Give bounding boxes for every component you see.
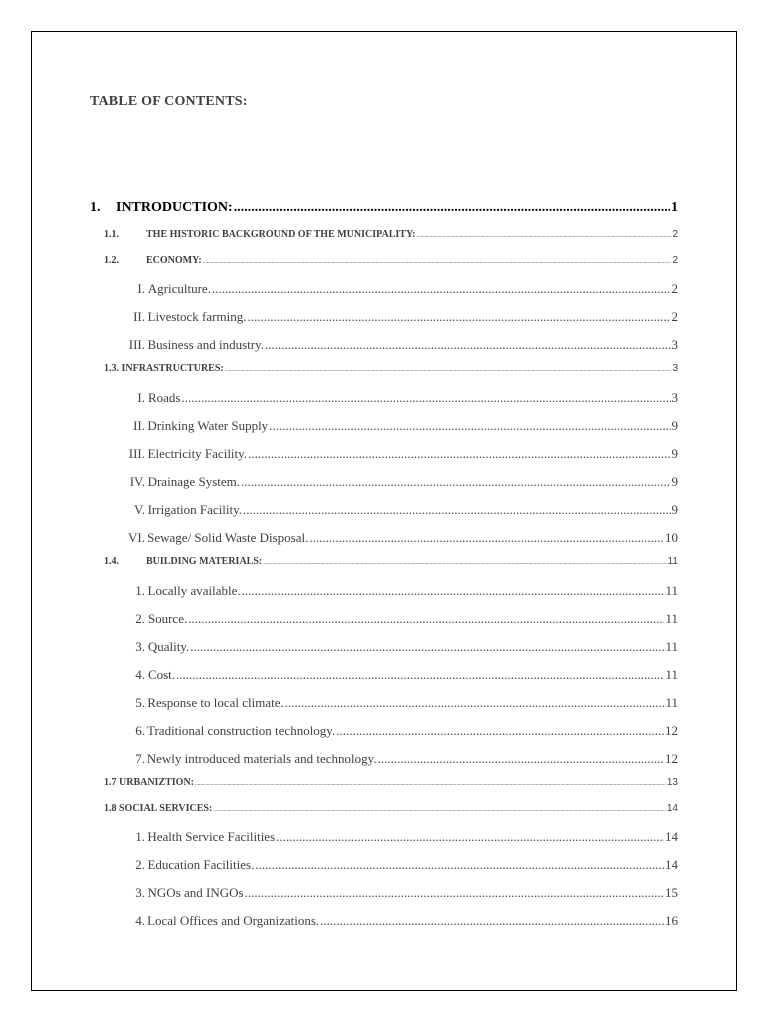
- toc-entry-page: 2: [672, 229, 678, 240]
- toc-heading: TABLE OF CONTENTS:: [90, 94, 248, 109]
- toc-entry[interactable]: [104, 255, 678, 266]
- toc-entry-number: 3.: [135, 639, 145, 654]
- toc-entry-number: 2.: [135, 857, 145, 872]
- dot-leader: [417, 233, 672, 239]
- toc-entry-page: 14: [665, 857, 678, 872]
- dot-leader: [263, 560, 666, 566]
- toc-entry-page: 11: [665, 611, 678, 626]
- toc-entry-number: III.: [128, 337, 145, 352]
- toc-entry[interactable]: [108, 667, 678, 683]
- toc-entry-title: Quality.: [147, 639, 190, 654]
- toc-entry-page: 9: [671, 418, 678, 433]
- toc-entry-page: 16: [665, 913, 678, 928]
- toc-entry-title: Sewage/ Solid Waste Disposal.: [147, 530, 309, 545]
- toc-entry-title: Business and industry.: [147, 337, 264, 352]
- toc-entry-page: 3: [671, 337, 678, 352]
- toc-entry-title: Livestock farming.: [147, 309, 247, 324]
- toc-entry-page: 3: [671, 390, 678, 405]
- toc-entry-page: 2: [672, 255, 678, 266]
- toc-entry-title: INTRODUCTION:: [116, 200, 233, 215]
- toc-entry[interactable]: [104, 363, 678, 374]
- toc-entry[interactable]: [108, 913, 678, 929]
- dot-leader: [234, 200, 670, 216]
- toc-entry-title: Education Facilities.: [147, 857, 255, 872]
- toc-entry-page: 11: [665, 695, 678, 710]
- toc-entry-number: 6.: [135, 723, 145, 738]
- toc-entry[interactable]: [108, 502, 678, 518]
- toc-entry-number: I.: [137, 390, 145, 405]
- toc-entry-title: Newly introduced materials and technology.: [146, 751, 377, 766]
- dot-leader: [265, 337, 671, 353]
- toc-entry-number: II.: [133, 309, 145, 324]
- dot-leader: [269, 418, 670, 434]
- toc-entry-number: 4.: [135, 667, 145, 682]
- toc-entry-number: II.: [133, 418, 145, 433]
- toc-entry-number: 2.: [135, 611, 145, 626]
- toc-entry[interactable]: [108, 611, 678, 627]
- dot-leader: [188, 611, 664, 627]
- dot-leader: [212, 281, 671, 297]
- toc-entry-number: 1.1.: [104, 229, 119, 240]
- toc-entry-page: 11: [665, 667, 678, 682]
- toc-entry[interactable]: [104, 229, 678, 240]
- dot-leader: [320, 913, 664, 929]
- toc-entry-page: 12: [665, 723, 678, 738]
- toc-entry-page: 2: [671, 281, 678, 296]
- dot-leader: [243, 502, 670, 518]
- toc-entry-title: Response to local climate.: [147, 695, 284, 710]
- dot-leader: [242, 583, 665, 599]
- dot-leader: [181, 390, 670, 406]
- toc-entry-title: Drinking Water Supply: [147, 418, 269, 433]
- toc-entry-number: 1.: [90, 200, 101, 215]
- toc-entry-number: 3.: [135, 885, 145, 900]
- dot-leader: [176, 667, 664, 683]
- toc-entry[interactable]: [108, 446, 678, 462]
- dot-leader: [190, 639, 664, 655]
- toc-entry-number: 5.: [135, 695, 145, 710]
- toc-entry-title: Health Service Facilities: [147, 829, 276, 844]
- toc-entry[interactable]: [108, 418, 678, 434]
- toc-entry-title: Drainage System.: [147, 474, 241, 489]
- toc-entry[interactable]: [108, 337, 678, 353]
- toc-entry-number: VI.: [128, 530, 145, 545]
- toc-entry-title: Traditional construction technology.: [146, 723, 336, 738]
- toc-entry-number: V.: [134, 502, 145, 517]
- toc-entry-page: 14: [666, 803, 678, 814]
- dot-leader: [248, 446, 670, 462]
- toc-entry-number: 7.: [135, 751, 145, 766]
- dot-leader: [195, 781, 666, 787]
- toc-entry-page: 14: [665, 829, 678, 844]
- dot-leader: [255, 857, 664, 873]
- toc-entry-title: Electricity Facility.: [147, 446, 248, 461]
- toc-entry[interactable]: [108, 281, 678, 297]
- toc-entry[interactable]: [108, 530, 678, 546]
- dot-leader: [247, 309, 670, 325]
- toc-entry-number: 1.2.: [104, 255, 119, 266]
- toc-entry-title: Local Offices and Organizations.: [147, 913, 320, 928]
- toc-entry-page: 9: [671, 446, 678, 461]
- toc-entry-number: III.: [128, 446, 145, 461]
- dot-leader: [245, 885, 664, 901]
- toc-entry-title: Locally available.: [147, 583, 241, 598]
- toc-entry[interactable]: [108, 390, 678, 406]
- toc-entry-page: 12: [665, 751, 678, 766]
- dot-leader: [203, 259, 672, 265]
- toc-entry-title: ECONOMY:: [146, 255, 202, 266]
- toc-entry-title: 1.3. INFRASTRUCTURES:: [104, 363, 224, 374]
- dot-leader: [309, 530, 664, 546]
- toc-entry-title: BUILDING MATERIALS:: [146, 556, 263, 567]
- toc-entry-title: Irrigation Facility.: [147, 502, 243, 517]
- dot-leader: [285, 695, 665, 711]
- toc-entry-page: 11: [665, 583, 678, 598]
- dot-leader: [336, 723, 664, 739]
- toc-entry[interactable]: [108, 885, 678, 901]
- dot-leader: [276, 829, 664, 845]
- toc-entry[interactable]: [108, 639, 678, 655]
- toc-entry-number: I.: [137, 281, 145, 296]
- toc-entry[interactable]: [108, 695, 678, 711]
- dot-leader: [225, 367, 672, 373]
- toc-entry[interactable]: [104, 777, 678, 788]
- toc-entry-title: NGOs and INGOs: [147, 885, 244, 900]
- toc-entry-page: 10: [665, 530, 678, 545]
- toc-entry-number: 4.: [135, 913, 145, 928]
- toc-entry-page: 9: [671, 502, 678, 517]
- toc-entry-number: 1.4.: [104, 556, 119, 567]
- toc-entry[interactable]: [108, 829, 678, 845]
- toc-entry[interactable]: [108, 474, 678, 490]
- toc-entry-page: 9: [671, 474, 678, 489]
- toc-entry-title: Agriculture.: [147, 281, 211, 296]
- toc-entry-title: Roads: [147, 390, 181, 405]
- toc-entry[interactable]: [108, 583, 678, 599]
- toc-entry[interactable]: [90, 200, 678, 216]
- toc-entry[interactable]: [108, 723, 678, 739]
- toc-entry-number: 1.: [135, 829, 145, 844]
- toc-entry[interactable]: [108, 751, 678, 767]
- toc-entry-page: 2: [671, 309, 678, 324]
- toc-entry-page: 13: [666, 777, 678, 788]
- toc-entry-page: 15: [665, 885, 678, 900]
- toc-entry-title: Source.: [147, 611, 188, 626]
- toc-entry-page: 1: [671, 200, 678, 215]
- toc-entry-page: 11: [665, 639, 678, 654]
- toc-entry-title: 1.8 SOCIAL SERVICES:: [104, 803, 213, 814]
- toc-entry-title: Cost.: [147, 667, 176, 682]
- toc-entry[interactable]: [104, 556, 678, 567]
- toc-entry-title: THE HISTORIC BACKGROUND OF THE MUNICIPALITY:: [146, 229, 416, 240]
- toc-entry-page: 3: [672, 363, 678, 374]
- dot-leader: [378, 751, 664, 767]
- dot-leader: [241, 474, 670, 490]
- toc-entry-number: 1.: [135, 583, 145, 598]
- toc-entry-title: 1.7 URBANIZTION:: [104, 777, 195, 788]
- toc-entry[interactable]: [108, 857, 678, 873]
- toc-entry-page: 11: [667, 556, 678, 567]
- dot-leader: [213, 807, 666, 813]
- toc-entry[interactable]: [104, 803, 678, 814]
- toc-entry[interactable]: [108, 309, 678, 325]
- toc-entry-number: IV.: [129, 474, 145, 489]
